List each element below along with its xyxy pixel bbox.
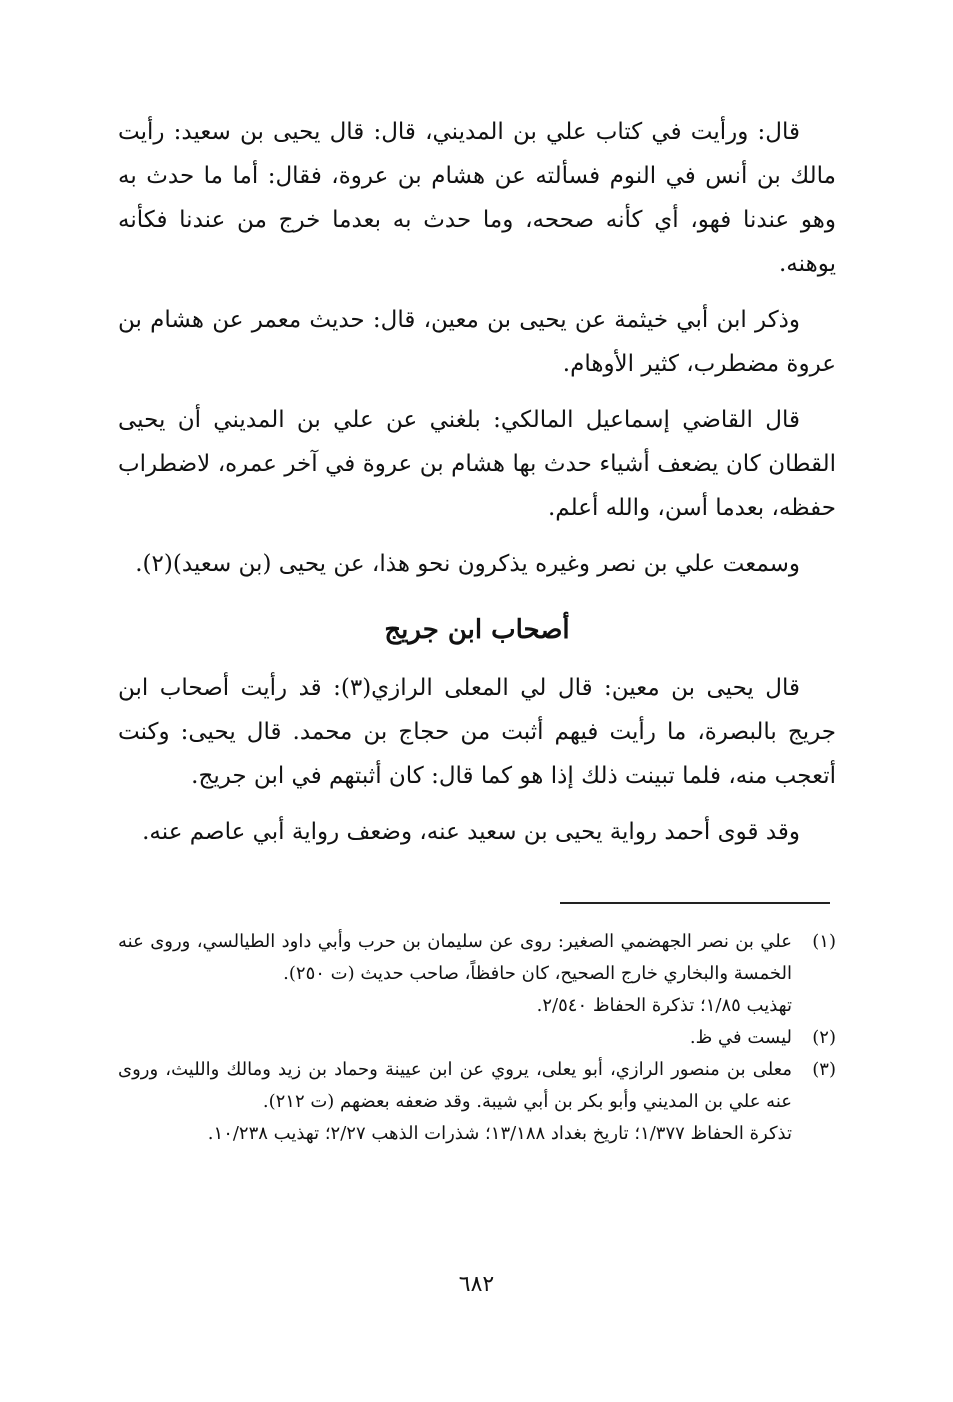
footnote-1 [118,926,836,1022]
paragraph-6: وقد قوى أحمد رواية يحيى بن سعيد عنه، وضعف رواية أبي عاصم عنه. [142,819,800,845]
paragraph-5: قال يحيى بن معين: قال لي المعلى الرازي(٣): قد رأيت أصحاب ابن جريج بالبصرة، ما رأيت فيهم أثبت من حجاج بن محمد. قال يحيى: وكنت أتعجب منه، فلما تبينت ذلك إذا هو كما قال: كان أثبتهم في ابن جريج. [118,675,836,789]
footnote-line: ليست في ظ. [689,1027,792,1048]
footnote-number: (٢) [812,1027,836,1048]
page-number: ٦٨٢ [458,1272,495,1297]
footnote-body [118,926,792,1022]
paragraph-3: قال القاضي إسماعيل المالكي: بلغني عن علي بن المديني أن يحيى القطان كان يضعف أشياء حدث بها هشام بن عروة في آخر عمره، لاضطراب حفظه، بعدما أسن، والله أعلم. [118,407,836,521]
footnotes [118,926,836,1150]
footnote-line: معلى بن منصور الرازي، أبو يعلى، يروي عن ابن عيينة وحماد بن زيد ومالك والليث، وروى عنه علي بن المديني وأبو بكر بن أبي شيبة. وقد ضعفه بعضهم (ت ٢١٢). [118,1059,792,1112]
paragraph-1: قال: ورأيت في كتاب علي بن المديني، قال: قال يحيى بن سعيد: رأيت مالك بن أنس في النوم فسألته عن هشام بن عروة، فقال: أما ما حدث به وهو عندنا فهو، أي كأنه صححه، وما حدث به بعدما خرج من عندنا فكأنه يوهنه. [118,119,836,277]
footnote-line: تهذيب ١/٨٥؛ تذكرة الحفاظ ٢/٥٤٠. [536,995,792,1016]
footnote-body [118,1022,792,1054]
footnote-body [118,1054,792,1150]
footnote-line: تذكرة الحفاظ ١/٣٧٧؛ تاريخ بغداد ١٣/١٨٨؛ شذرات الذهب ٢/٢٧؛ تهذيب ١٠/٢٣٨. [207,1123,792,1144]
footnote-number: (١) [812,931,836,952]
footnote-number: (٣) [812,1059,836,1080]
main-text [118,110,836,854]
footnote-3 [118,1054,836,1150]
paragraph-4: وسمعت علي بن نصر وغيره يذكرون نحو هذا، عن يحيى (بن سعيد)(٢). [135,551,800,577]
footnote-divider [560,902,830,904]
footnote-2 [118,1022,836,1054]
section-heading: أصحاب ابن جريج [384,615,570,645]
paragraph-2: وذكر ابن أبي خيثمة عن يحيى بن معين، قال: حديث معمر عن هشام بن عروة مضطرب، كثير الأوهام. [118,307,836,377]
footnote-line: علي بن نصر الجهضمي الصغير: روى عن سليمان بن حرب وأبي داود الطيالسي، وروى عنه الخمسة والبخاري خارج الصحيح، كان حافظاً، صاحب حديث (ت ٢٥٠). [118,931,792,984]
